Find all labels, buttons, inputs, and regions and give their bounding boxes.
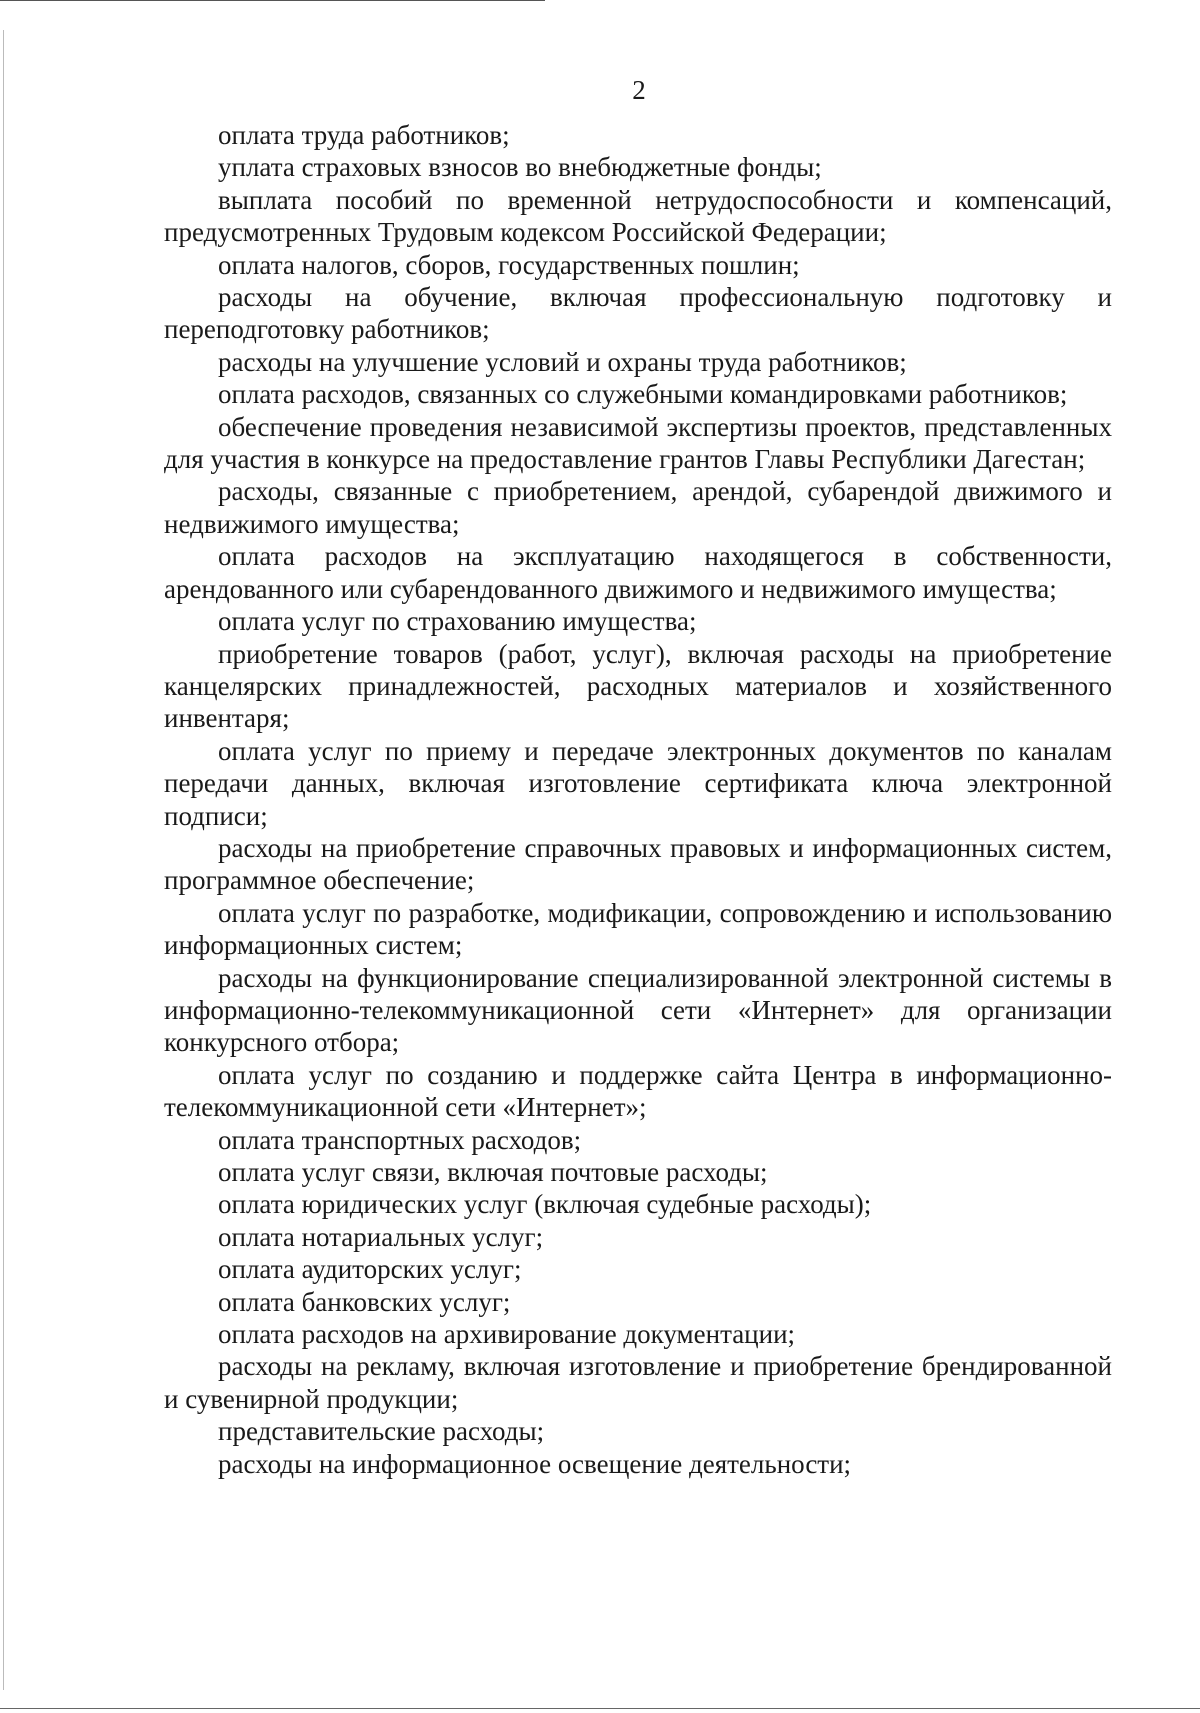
paragraph: оплата налогов, сборов, государственных пошлин;: [218, 249, 800, 280]
paragraph: расходы на улучшение условий и охраны труда работников;: [218, 346, 907, 377]
paragraph: расходы на обучение, включая профессиональную подготовку и переподготовку работников;: [164, 282, 1112, 345]
scan-edge-top: [0, 0, 545, 1]
paragraph: оплата расходов на эксплуатацию находящегося в собственности, арендованного или субарендованного движимого и недвижимого имущества;: [164, 541, 1112, 604]
paragraph: оплата нотариальных услуг;: [218, 1221, 544, 1252]
document-body: [164, 119, 1112, 1480]
paragraph: обеспечение проведения независимой экспертизы проектов, представленных для участия в конкурсе на предоставление грантов Главы Республики Дагестан;: [164, 411, 1112, 475]
paragraph: оплата услуг по приему и передаче электронных документов по каналам передачи данных, включая изготовление сертификата ключа электронной подписи;: [164, 735, 1112, 831]
paragraph: представительские расходы;: [218, 1416, 545, 1447]
paragraph: уплата страховых взносов во внебюджетные фонды;: [218, 152, 822, 183]
paragraph: приобретение товаров (работ, услуг), включая расходы на приобретение канцелярских принадлежностей, расходных материалов и хозяйственного инвентаря;: [164, 638, 1112, 734]
paragraph: оплата услуг по разработке, модификации, сопровождению и использованию информационных систем;: [164, 897, 1112, 961]
paragraph: оплата труда работников;: [218, 120, 510, 150]
paragraph: оплата услуг по созданию и поддержке сайта Центра в информационно-телекоммуникационной сети «Интернет»;: [164, 1059, 1112, 1123]
page-number: 2: [632, 75, 646, 105]
paragraph: оплата услуг по страхованию имущества;: [218, 606, 697, 637]
paragraph: оплата услуг связи, включая почтовые расходы;: [218, 1157, 768, 1187]
paragraph: расходы на функционирование специализированной электронной системы в информационно-телекоммуникационной сети «Интернет» для организации конкурсного отбора;: [164, 962, 1112, 1058]
paragraph: выплата пособий по временной нетрудоспособности и компенсаций, предусмотренных Трудовым кодексом Российской Федерации;: [164, 184, 1112, 248]
paragraph: оплата аудиторских услуг;: [218, 1254, 522, 1285]
scan-edge-bottom: [0, 1708, 1200, 1709]
paragraph: оплата расходов на архивирование документации;: [218, 1319, 796, 1350]
paragraph: расходы на информационное освещение деятельности;: [218, 1448, 852, 1479]
paragraph: расходы, связанные с приобретением, арендой, субарендой движимого и недвижимого имущества;: [164, 476, 1112, 539]
paragraph: расходы на рекламу, включая изготовление и приобретение брендированной и сувенирной продукции;: [164, 1351, 1112, 1414]
paragraph: расходы на приобретение справочных правовых и информационных систем, программное обеспечение;: [164, 832, 1112, 896]
scan-edge-left: [3, 30, 4, 1690]
paragraph: оплата расходов, связанных со служебными командировками работников;: [218, 379, 1068, 410]
paragraph: оплата банковских услуг;: [218, 1286, 511, 1317]
paragraph: оплата юридических услуг (включая судебные расходы);: [218, 1189, 872, 1220]
paragraph: оплата транспортных расходов;: [218, 1124, 582, 1155]
